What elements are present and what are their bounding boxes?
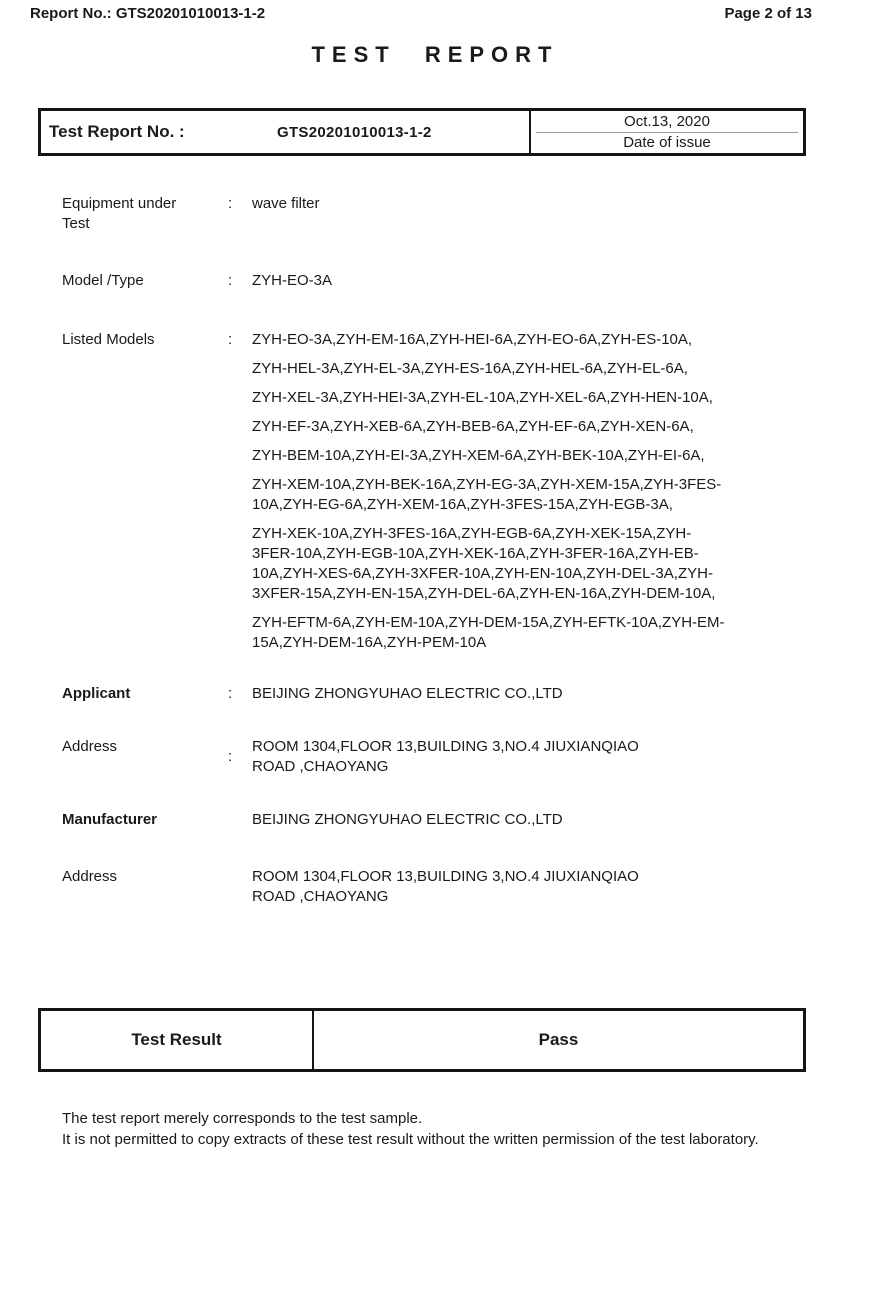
listed-models-line: 3XFER-15A,ZYH-EN-15A,ZYH-DEL-6A,ZYH-EN-16A,ZYH-DEM-10A, [252,585,716,602]
test-result-label: Test Result [41,1011,314,1069]
listed-models-paragraph [252,613,808,653]
applicant-address-colon: : [228,748,233,765]
header-page-number: Page 2 of 13 [724,5,812,22]
listed-models-line: ZYH-HEL-3A,ZYH-EL-3A,ZYH-ES-16A,ZYH-HEL-6A,ZYH-EL-6A, [252,360,688,377]
report-number-cell [41,111,531,153]
manufacturer-address-value: ROOM 1304,FLOOR 13,BUILDING 3,NO.4 JIUXIANQIAO ROAD ,CHAOYANG [252,868,639,905]
equipment-label: Equipment under Test [62,195,177,232]
info-row-listed-models [62,330,808,653]
equipment-colon: : [228,195,233,212]
applicant-label: Applicant [62,685,131,702]
issue-date-caption: Date of issue [623,134,711,152]
listed-models-value [252,330,808,653]
listed-models-paragraph [252,417,808,437]
model-label: Model /Type [62,272,144,289]
applicant-value: BEIJING ZHONGYUHAO ELECTRIC CO.,LTD [252,685,563,702]
manufacturer-label: Manufacturer [62,811,158,828]
listed-models-label: Listed Models [62,331,155,348]
test-result-table [38,1008,806,1072]
applicant-colon: : [228,685,233,702]
listed-models-line: ZYH-EF-3A,ZYH-XEB-6A,ZYH-BEB-6A,ZYH-EF-6A,ZYH-XEN-6A, [252,418,694,435]
info-row-manufacturer [62,810,808,830]
listed-models-colon: : [228,331,233,348]
info-row-equipment [62,194,808,234]
listed-models-paragraph [252,475,808,515]
listed-models-paragraph [252,359,808,379]
applicant-address-label: Address [62,738,118,755]
report-number-value: GTS20201010013-1-2 [277,123,432,141]
info-row-applicant [62,684,808,704]
listed-models-paragraph [252,388,808,408]
applicant-address-value: ROOM 1304,FLOOR 13,BUILDING 3,NO.4 JIUXIANQIAO ROAD ,CHAOYANG [252,738,639,775]
model-colon: : [228,272,233,289]
issue-date-value: Oct.13, 2020 [624,112,710,130]
page-header [30,5,812,22]
test-result-value: Pass [538,1030,579,1049]
manufacturer-address-label: Address [62,868,118,885]
footer-note-line2: It is not permitted to copy extracts of these test result without the written permission of the test laboratory. [62,1131,759,1148]
listed-models-line: ZYH-EFTM-6A,ZYH-EM-10A,ZYH-DEM-15A,ZYH-EFTK-10A,ZYH-EM- [252,614,725,631]
listed-models-line: ZYH-XEL-3A,ZYH-HEI-3A,ZYH-EL-10A,ZYH-XEL-6A,ZYH-HEN-10A, [252,389,713,406]
listed-models-line: 3FER-10A,ZYH-EGB-10A,ZYH-XEK-16A,ZYH-3FER-16A,ZYH-EB- [252,545,699,562]
info-row-model [62,271,808,291]
equipment-info-section [62,194,808,907]
header-report-number: Report No.: GTS20201010013-1-2 [30,5,266,22]
listed-models-line: 10A,ZYH-XES-6A,ZYH-3XFER-10A,ZYH-EN-10A,ZYH-DEL-3A,ZYH- [252,565,713,582]
document-title: TEST REPORT [311,42,559,67]
report-number-label: Test Report No. : [49,122,185,141]
listed-models-paragraph [252,524,808,604]
listed-models-line: ZYH-XEK-10A,ZYH-3FES-16A,ZYH-EGB-6A,ZYH-XEK-15A,ZYH- [252,525,692,542]
date-of-issue-cell [531,111,803,153]
footer-note [62,1108,830,1150]
listed-models-line: 10A,ZYH-EG-6A,ZYH-XEM-16A,ZYH-3FES-15A,ZYH-EGB-3A, [252,496,673,513]
manufacturer-value: BEIJING ZHONGYUHAO ELECTRIC CO.,LTD [252,811,563,828]
footer-note-line1: The test report merely corresponds to the test sample. [62,1110,423,1127]
info-row-applicant-address [62,737,808,777]
report-number-table [38,108,806,156]
listed-models-line: ZYH-BEM-10A,ZYH-EI-3A,ZYH-XEM-6A,ZYH-BEK-10A,ZYH-EI-6A, [252,447,705,464]
equipment-value: wave filter [252,195,320,212]
listed-models-paragraph [252,446,808,466]
listed-models-line: 15A,ZYH-DEM-16A,ZYH-PEM-10A [252,634,487,651]
model-value: ZYH-EO-3A [252,272,333,289]
listed-models-paragraph [252,330,808,350]
listed-models-line: ZYH-EO-3A,ZYH-EM-16A,ZYH-HEI-6A,ZYH-EO-6A,ZYH-ES-10A, [252,331,693,348]
listed-models-line: ZYH-XEM-10A,ZYH-BEK-16A,ZYH-EG-3A,ZYH-XEM-15A,ZYH-3FES- [252,476,722,493]
info-row-manufacturer-address [62,867,808,907]
